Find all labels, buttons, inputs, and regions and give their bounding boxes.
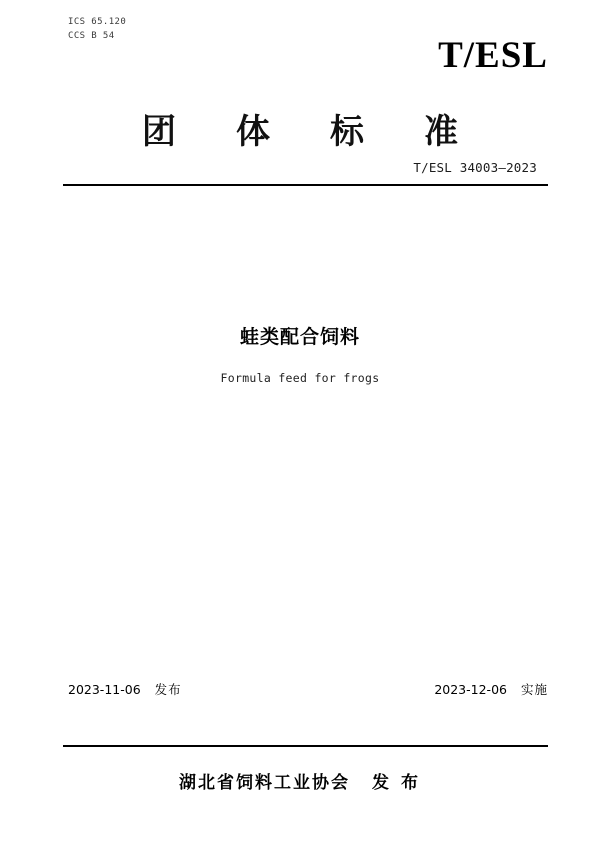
ccs-code: CCS B 54 xyxy=(68,30,115,41)
footer-divider xyxy=(63,745,548,747)
ics-code: ICS 65.120 xyxy=(68,17,127,27)
effective-date-label: 实施 xyxy=(520,682,548,697)
ics-ccs-block xyxy=(68,16,126,44)
title-char-2: 体 xyxy=(236,112,270,152)
publisher-block xyxy=(0,768,600,793)
page-title xyxy=(0,104,600,153)
issue-date: 2023-11-06 xyxy=(68,682,141,697)
document-title-chinese: 蛙类配合饲料 xyxy=(239,326,360,348)
publisher-name: 湖北省饲料工业协会 xyxy=(179,773,351,793)
header-divider xyxy=(63,184,548,186)
standard-body-mark: T/ESL xyxy=(438,35,548,76)
effective-date: 2023-12-06 xyxy=(434,682,507,697)
issue-date-block xyxy=(68,680,182,698)
issue-date-label: 发布 xyxy=(154,682,182,697)
standard-number: T/ESL 34003—2023 xyxy=(413,160,537,175)
title-char-4: 准 xyxy=(424,112,458,152)
title-char-3: 标 xyxy=(330,112,364,152)
effective-date-block xyxy=(434,680,548,698)
publish-verb: 发 布 xyxy=(372,773,421,793)
title-char-1: 团 xyxy=(142,112,176,152)
document-title-english: Formula feed for frogs xyxy=(220,371,380,385)
